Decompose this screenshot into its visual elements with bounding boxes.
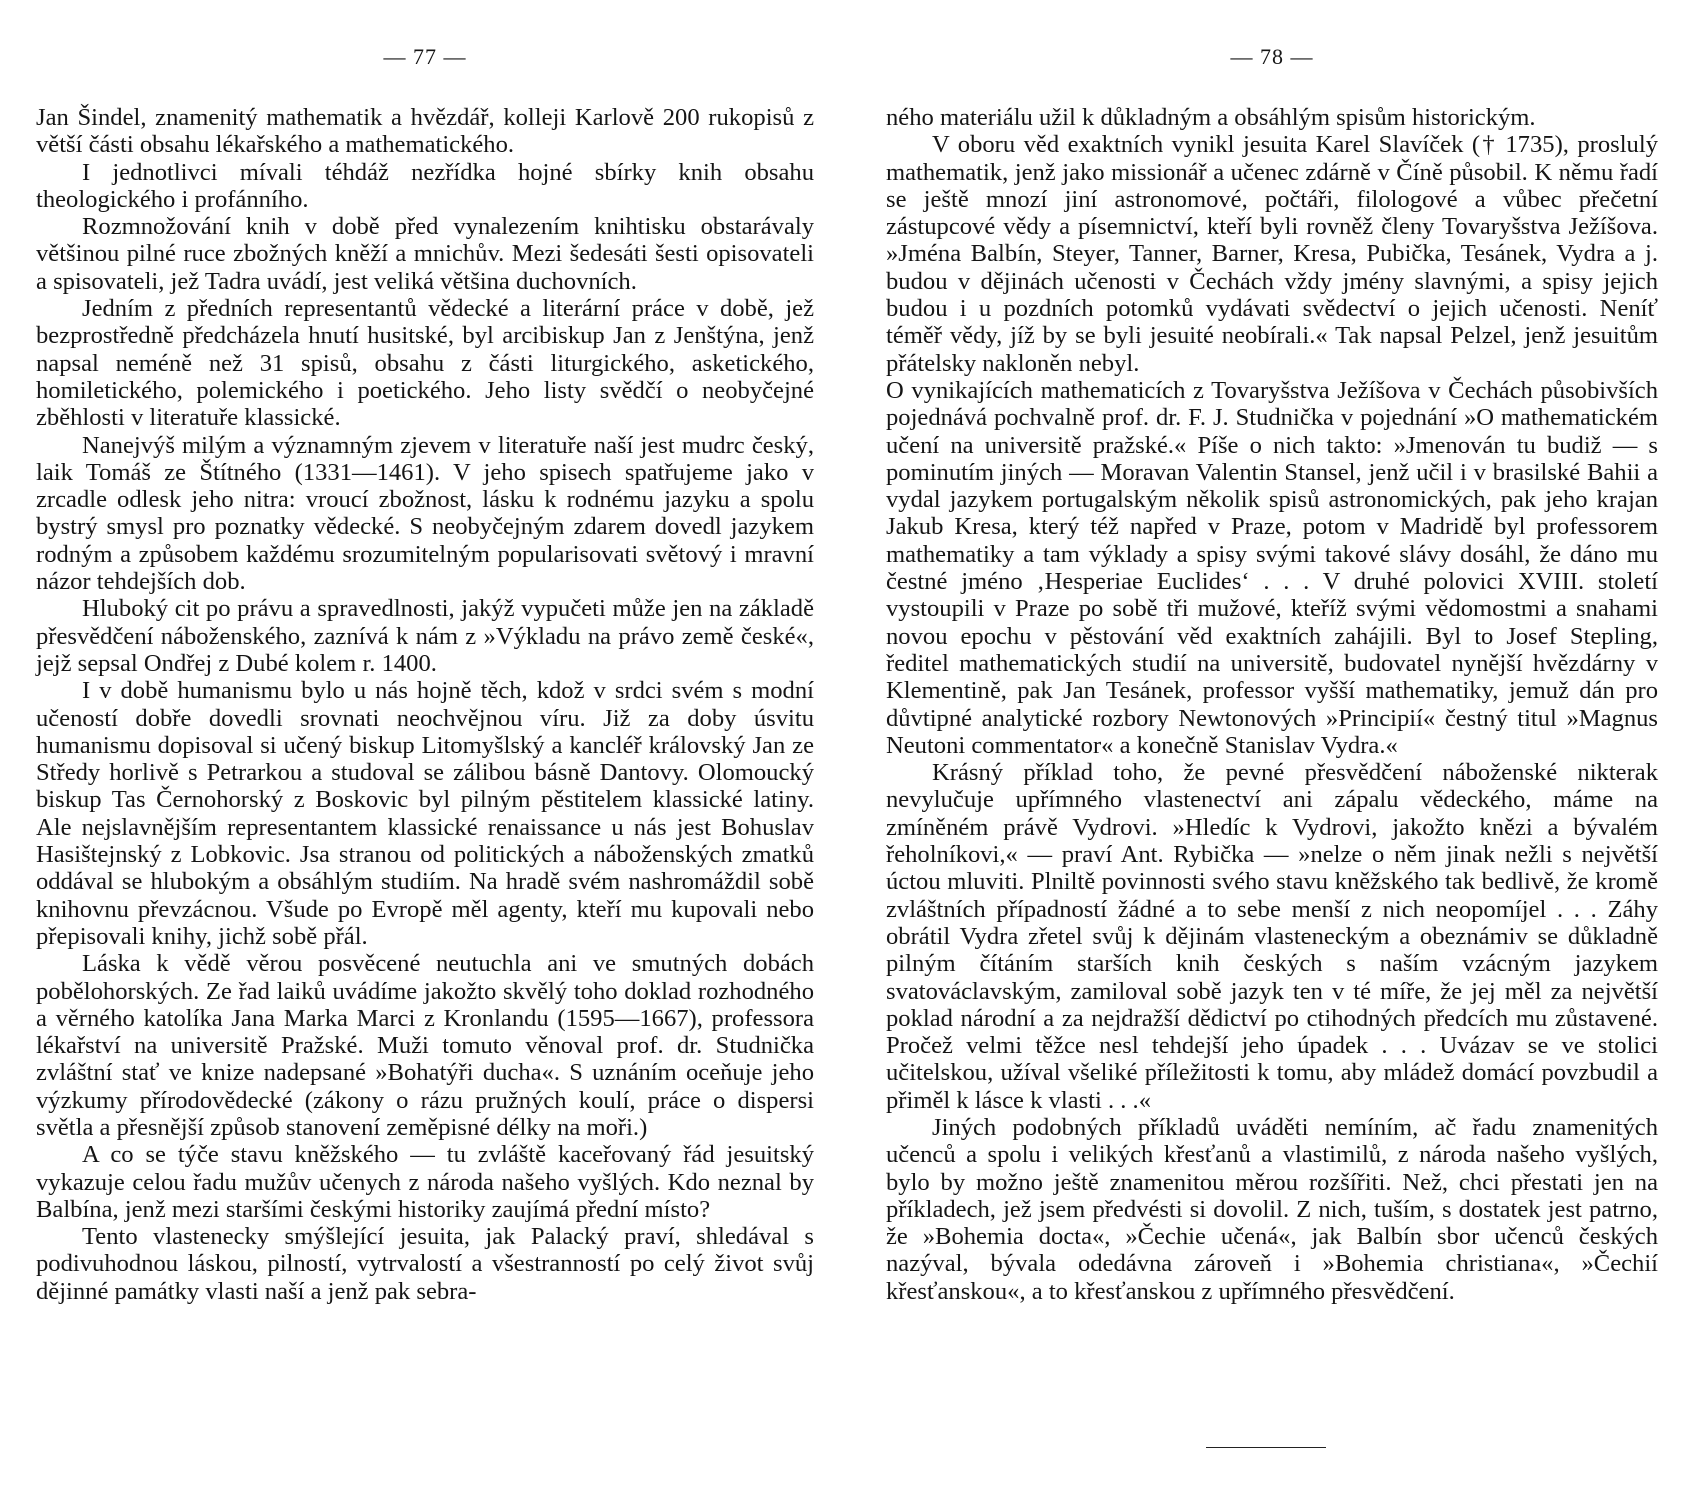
paragraph: Rozmnožování knih v době před vynalezením knihtisku obstarávaly většinou pilné ruce zbožných kněží a mnichův. Mezi šedesáti šesti opisovateli a spisovateli, jež Tadra uvádí, jest veliká většina duchovních. bbox=[36, 213, 814, 295]
left-page-text bbox=[36, 104, 814, 1305]
paragraph: Nanejvýš milým a významným zjevem v literatuře naší jest mudrc český, laik Tomáš ze Štítného (1331—1461). V jeho spisech spatřujeme jako v zrcadle odlesk jeho nitra: vroucí zbožnost, lásku k rodnému jazyku a spolu bystrý smysl pro poznatky vědecké. S neobyčejným zdarem dovedl jazykem rodným a způsobem každému srozumitelným popularisovati světový i mravní názor tehdejších dob. bbox=[36, 431, 814, 596]
paragraph: Krásný příklad toho, že pevné přesvědčení náboženské nikterak nevylučuje upřímného vlastenectví ani zápalu vědeckého, máme na zmíněném právě Vydrovi. »Hledíc k Vydrovi, jakožto knězi a bývalém řeholníkovi,« — praví Ant. Rybička — »nelze o něm jinak nežli s největší úctou mluviti. Plniltě povinnosti svého stavu kněžského tak bedlivě, že kromě zvláštních případností žádné a to sebe menší z nich neopomíjel . . . Záhy obrátil Vydra zřetel svůj k dějinám vlasteneckým a obeznámiv se důkladně pilným čítáním starších knih českých s naším vzácným jazykem svatováclavským, zamiloval sobě jazyk ten v té míře, že jej měl za největší poklad národní a za nejdražší dědictví po ctihodných předcích mu zůstavené. Pročež velmi těžce nesl tehdejší jeho úpadek . . . Uvázav se ve stolici učitelskou, užíval všeliké příležitosti k tomu, aby mládež domácí povzbudil a přiměl k lásce k vlasti . . .« bbox=[886, 759, 1658, 1114]
paragraph: V oboru věd exaktních vynikl jesuita Karel Slavíček († 1735), proslulý mathematik, jenž jako missionář a učenec zdárně v Číně působil. K němu řadí se ještě mnozí jiní astronomové, počtáři, filologové a vůbec přečetní zástupcové vědy a písemnictví, kteří byli rovněž členy Tovaryšstva Ježíšova. »Jména Balbín, Steyer, Tanner, Barner, Kresa, Pubička, Tesánek, Vydra a j. budou v dějinách učenosti v Čechách vždy jmény slavnými, a spisy jejich budou i u pozdních potomků vydávati svědectví o jejich učenosti. Neníť téměř vědy, jíž by se byli jesuité neobírali.« Tak napsal Pelzel, jenž jesuitům přátelsky nakloněn nebyl. bbox=[886, 131, 1658, 377]
paragraph: O vynikajících mathematicích z Tovaryšstva Ježíšova v Čechách působivších pojednává pochvalně prof. dr. F. J. Studnička v pojednání »O mathematickém učení na universitě pražské.« Píše o nich takto: »Jmenován tu budiž — s pominutím jiných — Moravan Valentin Stansel, jenž učil i v brasilské Bahii a vydal jazykem portugalským několik spisů astronomických, pak jeho krajan Jakub Kresa, který též napřed v Praze, potom v Madridě byl professorem mathematiky a tam výklady a spisy svými takové slávy dosáhl, že dáno mu čestné jméno ‚Hesperiae Euclides‘ . . . V druhé polovici XVIII. století vystoupili v Praze po sobě tři mužové, kteříž svými vědomostmi a snahami novou epochu v pěstování věd exaktních zahájili. Byl to Josef Stepling, ředitel mathematických studií na universitě, budovatel nynější hvězdárny v Klementině, pak Jan Tesánek, professor vyšší mathematiky, jemuž dán pro důvtipné analytické rozbory Newtonových »Principií« čestný titul »Magnus Neutoni commentator« a konečně Stanislav Vydra.« bbox=[886, 376, 1658, 759]
paragraph: I jednotlivci mívali téhdáž nezřídka hojné sbírky knih obsahu theologického i profánního. bbox=[36, 158, 814, 213]
paragraph: Jan Šindel, znamenitý mathematik a hvězdář, kolleji Karlově 200 rukopisů z větší části obsahu lékařského a mathematického. bbox=[36, 104, 814, 159]
paragraph: Jiných podobných příkladů uváděti nemíním, ač řadu znamenitých učenců a spolu i velikých křesťanů a vlastimilů, z národa našeho vyšlých, bylo by možno ještě znamenitou měrou rozšířiti. Než, chci přestati jen na příkladech, jež jsem předvésti si dovolil. Z nich, tuším, s dostatek jest patrno, že »Bohemia docta«, »Čechie učená«, jak Balbín sbor učenců českých nazýval, bývala odedávna zároveň i »Bohemia christiana«, »Čechií křesťanskou«, a to křesťanskou z upřímného přesvědčení. bbox=[886, 1113, 1658, 1305]
page-number-left: — 77 — bbox=[383, 44, 467, 69]
paragraph: Hluboký cit po právu a spravedlnosti, jakýž vypučeti může jen na základě přesvědčení náboženského, zaznívá k nám z »Výkladu na právo země české«, jejž sepsal Ondřej z Dubé kolem r. 1400. bbox=[36, 595, 814, 677]
paragraph: Láska k vědě věrou posvěcené neutuchla ani ve smutných dobách pobělohorských. Ze řad laiků uvádíme jakožto skvělý toho doklad rozhodného a věrného katolíka Jana Marka Marci z Kronlandu (1595—1667), professora lékařství na universitě Pražské. Muži tomuto věnoval prof. dr. Studnička zvláštní stať ve knize nadepsané »Bohatýři ducha«. S uznáním oceňuje jeho výzkumy přírodovědecké (zákony o rázu pružných koulí, práce o dispersi světla a přesnější způsob stanovení zeměpisné délky na moři.) bbox=[36, 950, 814, 1141]
right-page-text bbox=[886, 104, 1658, 1305]
paragraph: I v době humanismu bylo u nás hojně těch, kdož v srdci svém s modní učeností dobře dovedli srovnati neochvějnou víru. Již za doby úsvitu humanismu dopisoval si učený biskup Litomyšlský a kancléř královský Jan ze Středy horlivě s Petrarkou a studoval se zálibou básně Dantovy. Olomoucký biskup Tas Černohorský z Boskovic byl pilným pěstitelem klassické latiny. Ale nejslavnějším representantem klassické renaissance u nás jest Bohuslav Hasištejnský z Lobkovic. Jsa stranou od politických a náboženských zmatků oddával se hlubokým a obsáhlým studiím. Na hradě svém nashromáždil sobě knihovnu převzácnou. Všude po Evropě měl agenty, kteří mu kupovali nebo přepisovali knihy, jichž sobě přál. bbox=[36, 677, 814, 950]
paragraph: ného materiálu užil k důkladným a obsáhlým spisům historickým. bbox=[886, 104, 1536, 131]
paragraph: A co se týče stavu kněžského — tu zvláště kaceřovaný řád jesuitský vykazuje celou řadu mužův učenych z národa našeho vyšlých. Kdo neznal by Balbína, jenž mezi staršími českými historiky zaujímá přední místo? bbox=[36, 1141, 814, 1223]
page-number-right: — 78 — bbox=[1230, 44, 1314, 69]
closing-rule bbox=[1206, 1447, 1326, 1448]
paragraph: Tento vlastenecky smýšlející jesuita, jak Palacký praví, shledával s podivuhodnou láskou, pilností, vytrvalostí a všestranností po celý život svůj dějinné památky vlasti naší a jenž pak sebra- bbox=[36, 1223, 814, 1305]
paragraph: Jedním z předních representantů vědecké a literární práce v době, jež bezprostředně předcházela hnutí husitské, byl arcibiskup Jan z Jenštýna, jenž napsal neméně než 31 spisů, obsahu z části liturgického, asketického, homiletického, polemického i poetického. Jeho listy svědčí o neobyčejné zběhlosti v literatuře klassické. bbox=[36, 295, 814, 432]
